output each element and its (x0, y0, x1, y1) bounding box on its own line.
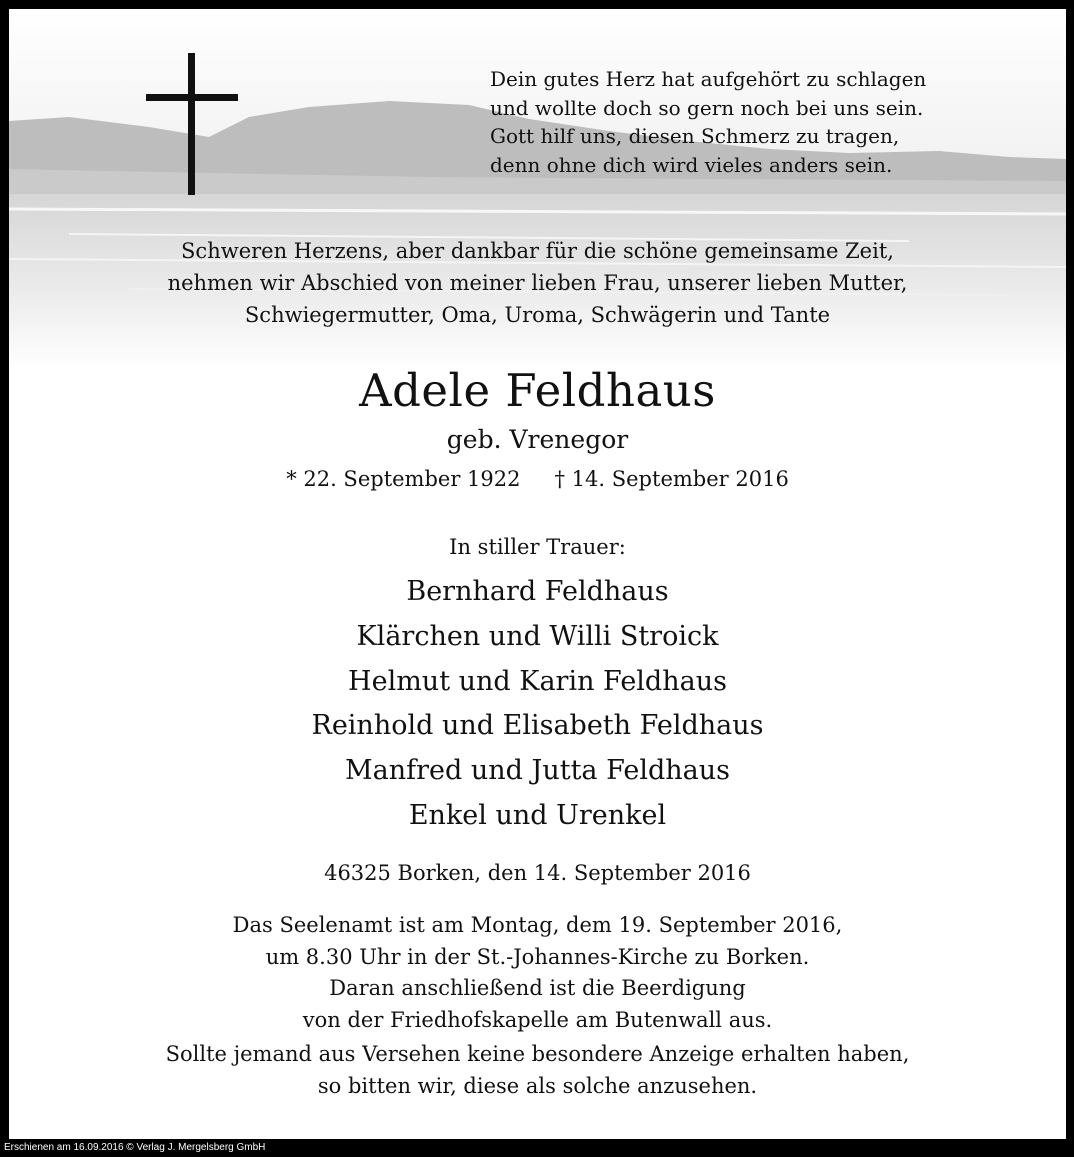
intro-line: nehmen wir Abschied von meiner lieben Frau, unserer lieben Mutter, (167, 271, 908, 295)
intro-text (9, 235, 1066, 331)
mourning-heading: In stiller Trauer: (449, 535, 626, 559)
verse-line: Gott hilf uns, diesen Schmerz zu tragen, (490, 124, 900, 148)
mourners-list (9, 570, 1066, 839)
deceased-name: Adele Feldhaus (359, 364, 716, 417)
place-date: 46325 Borken, den 14. September 2016 (324, 861, 751, 885)
mourner-name: Enkel und Urenkel (408, 799, 667, 831)
service-info (9, 910, 1066, 1036)
service-line: um 8.30 Uhr in der St.-Johannes-Kirche zu Borken. (265, 944, 810, 969)
service-line: Das Seelenamt ist am Montag, dem 19. September 2016, (232, 913, 843, 937)
notice-text (9, 1039, 1066, 1102)
intro-line: Schweren Herzens, aber dankbar für die schöne gemeinsame Zeit, (181, 239, 894, 263)
birth-date: * 22. September 1922 (286, 467, 521, 491)
intro-line: Schwiegermutter, Oma, Uroma, Schwägerin und Tante (244, 303, 831, 327)
notice-line: Sollte jemand aus Versehen keine besondere Anzeige erhalten haben, (165, 1042, 910, 1066)
verse-line: und wollte doch so gern noch bei uns sein. (490, 95, 924, 120)
life-dates (9, 464, 1066, 494)
mourner-name: Reinhold und Elisabeth Feldhaus (311, 710, 764, 742)
verse-line: Dein gutes Herz hat aufgehört zu schlagen (490, 67, 927, 91)
publication-footer: Erschienen am 16.09.2016 © Verlag J. Mergelsberg GmbH (4, 1142, 266, 1153)
service-line: Daran anschließend ist die Beerdigung (329, 976, 746, 1000)
mourner-name: Bernhard Feldhaus (406, 576, 669, 607)
notice-line: so bitten wir, diese als solche anzusehen. (317, 1073, 758, 1098)
mourner-name: Klärchen und Willi Stroick (356, 620, 719, 652)
cross-icon (146, 53, 238, 195)
verse (490, 65, 1030, 179)
mourner-name: Manfred und Jutta Feldhaus (344, 755, 730, 787)
birth-name: geb. Vrenegor (446, 425, 629, 454)
obituary-card (9, 9, 1066, 1139)
mourner-name: Helmut und Karin Feldhaus (348, 665, 727, 697)
verse-line: denn ohne dich wird vieles anders sein. (490, 152, 893, 177)
service-line: von der Friedhofskapelle am Butenwall aus. (302, 1007, 773, 1032)
death-date: † 14. September 2016 (554, 467, 789, 491)
